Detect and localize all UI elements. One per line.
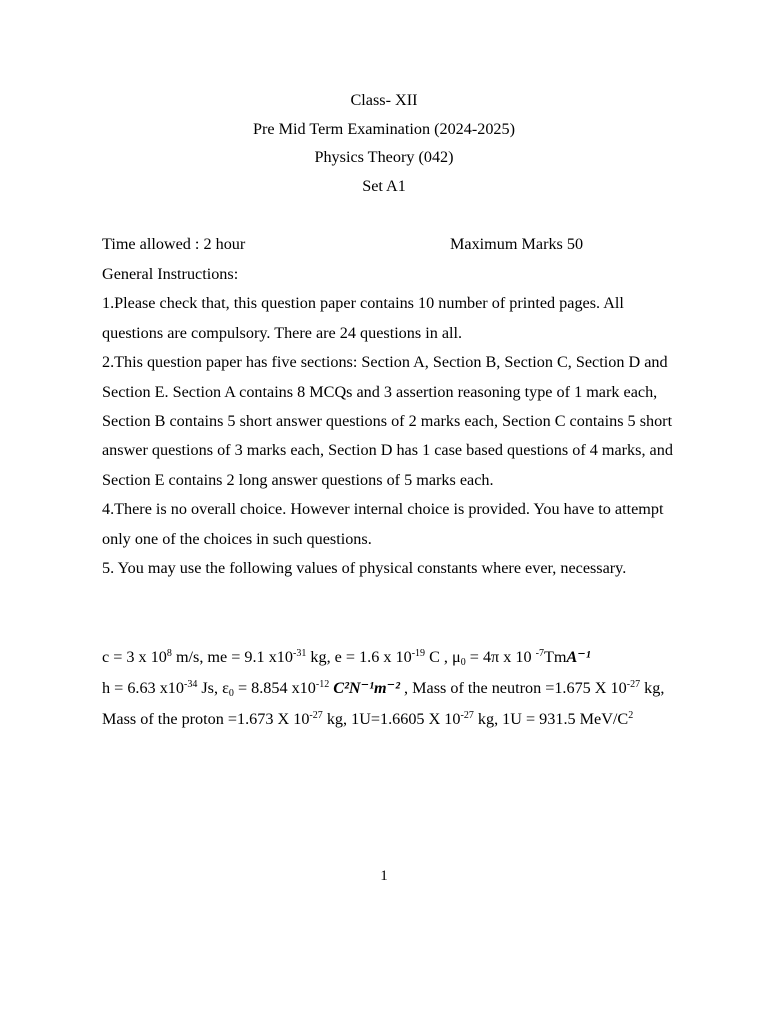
constant-amu-exp: -27 <box>460 710 474 721</box>
constant-mu0-symbol: μ <box>452 648 461 666</box>
subject-title: Physics Theory (042) <box>314 148 454 166</box>
constant-neutron-unit: kg, <box>640 679 665 697</box>
maximum-marks: Maximum Marks 50 <box>450 235 584 253</box>
constant-c-label: c = 3 x 10 <box>102 648 167 666</box>
constant-e-unit: C , <box>425 648 453 666</box>
constant-e-exp: -19 <box>411 648 426 659</box>
exam-header <box>0 86 768 200</box>
constant-neutron-exp: -27 <box>626 679 641 690</box>
constant-proton-label: Mass of the proton =1.673 X 10 <box>102 710 310 728</box>
constant-c-exp: 8 <box>166 648 172 659</box>
constants-line-2 <box>102 673 692 735</box>
constant-mu0-label: = 4π x 10 <box>465 648 536 666</box>
instruction-item: 4.There is no overall choice. However internal choice is provided. You have to attempt only one of the choices in such questions. <box>102 500 664 548</box>
instruction-item: 1.Please check that, this question paper contains 10 number of printed pages. All questions are compulsory. There are 24 questions in all. <box>102 294 624 342</box>
instruction-item: 5. You may use the following values of physical constants where ever, necessary. <box>102 559 627 578</box>
constant-amu-unit: kg, 1U = 931.5 MeV/C <box>473 710 629 728</box>
constant-mu0-unit-italic: A⁻¹ <box>566 648 591 666</box>
class-title: Class- XII <box>350 91 418 109</box>
constant-eps0-sub: 0 <box>228 688 234 699</box>
constant-mu0-exp: -7 <box>535 648 544 659</box>
constant-amu-exp2: 2 <box>628 710 634 721</box>
constant-proton-exp: -27 <box>309 710 323 721</box>
constant-h-label: h = 6.63 x10 <box>102 679 184 697</box>
constant-eps0-unit-italic: C²N⁻¹m⁻² <box>333 679 400 697</box>
exam-title: Pre Mid Term Examination (2024-2025) <box>252 119 516 138</box>
constant-me-unit: kg, <box>306 648 335 666</box>
constant-c-unit: m/s, <box>171 648 208 666</box>
constant-h-unit: Js, <box>197 679 223 697</box>
set-title: Set A1 <box>362 176 406 195</box>
constant-e-label: e = 1.6 x 10 <box>334 648 412 666</box>
constant-mu0-unit: Tm <box>543 648 567 666</box>
instruction-item: 2.This question paper has five sections: Section A, Section B, Section C, Section D and Section E. Section A contains 8 MCQs and 3 assertion reasoning type of 1 mark each, Section B contains 5 short answer questions of 2 marks each, Section C contains 5 short answer questions of 3 marks each, Section D has 1 case based questions of 4 marks, and Section E contains 2 long answer questions of 5 marks each. <box>102 353 673 489</box>
constant-eps0-symbol: ε <box>222 679 229 697</box>
constant-eps0-exp: -12 <box>315 679 330 690</box>
constant-eps0-label: = 8.854 x10 <box>233 679 316 697</box>
constant-mu0-sub: 0 <box>460 657 466 668</box>
time-allowed: Time allowed : 2 hour <box>102 235 246 253</box>
constants-line-1 <box>102 642 692 673</box>
instructions-heading: General Instructions: <box>102 265 239 283</box>
exam-meta <box>102 232 682 256</box>
constant-h-exp: -34 <box>183 679 198 690</box>
constant-proton-unit: kg, <box>322 710 352 728</box>
constant-amu-label: 1U=1.6605 X 10 <box>351 710 461 728</box>
constant-neutron-label: , Mass of the neutron =1.675 X 10 <box>400 679 627 697</box>
page-number: 1 <box>380 868 388 884</box>
instructions <box>102 260 682 583</box>
constant-me-exp: -31 <box>292 648 307 659</box>
physical-constants <box>102 642 692 735</box>
constant-me-label: me = 9.1 x10 <box>207 648 293 666</box>
